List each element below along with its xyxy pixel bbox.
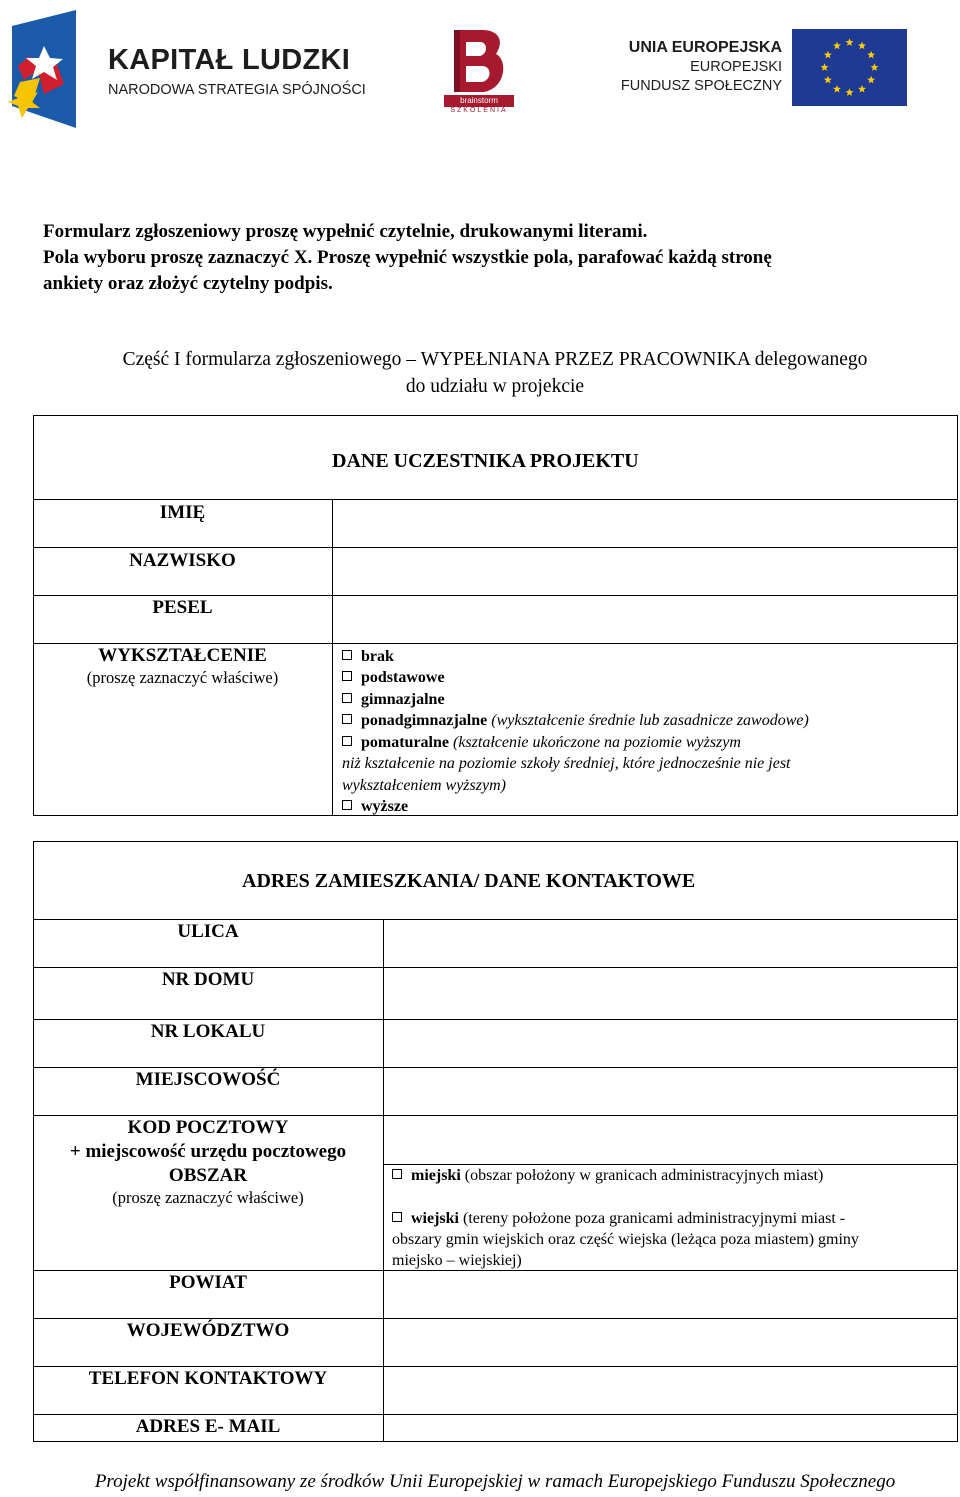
- label-telefon: TELEFON KONTAKTOWY: [88, 1368, 328, 1389]
- option-brak[interactable]: [342, 646, 394, 668]
- option-note: (kształcenie ukończone na poziomie wyższym: [453, 734, 741, 751]
- kod-pocztowy-field[interactable]: [385, 1116, 956, 1163]
- option-label: ponadgimnazjalne: [361, 712, 488, 729]
- checkbox-icon[interactable]: [342, 714, 352, 724]
- obszar-hint: (proszę zaznaczyć właściwe): [112, 1188, 304, 1207]
- option-wiejski[interactable]: [392, 1208, 845, 1230]
- part-title: [40, 346, 950, 400]
- nr-domu-field[interactable]: [385, 968, 956, 1018]
- option-ponadgimnazjalne[interactable]: [342, 710, 809, 732]
- brainstorm-b-icon: [444, 26, 514, 96]
- participant-table-title: DANE UCZESTNIKA PROJEKTU: [332, 450, 639, 472]
- label-kod-pocztowy: KOD POCZTOWY: [127, 1117, 289, 1138]
- option-note: (wykształcenie średnie lub zasadnicze zawodowe): [491, 712, 809, 729]
- checkbox-icon[interactable]: [342, 650, 352, 660]
- wojewodztwo-field[interactable]: [385, 1319, 956, 1365]
- kapital-ludzki-emblem-icon: [8, 8, 108, 128]
- instructions: [43, 219, 923, 297]
- label-nazwisko: NAZWISKO: [129, 550, 236, 571]
- telefon-field[interactable]: [385, 1367, 956, 1413]
- label-miejscowosc: MIEJSCOWOŚĆ: [135, 1069, 281, 1090]
- eu-line-3: FUNDUSZ SPOŁECZNY: [620, 78, 782, 94]
- checkbox-icon[interactable]: [342, 693, 352, 703]
- instructions-line-2: Pola wyboru proszę zaznaczyć X. Proszę wypełnić wszystkie pola, parafować każdą stronę: [43, 247, 772, 268]
- option-gimnazjalne[interactable]: [342, 689, 445, 711]
- checkbox-icon[interactable]: [342, 736, 352, 746]
- eu-line-1: UNIA EUROPEJSKA: [628, 39, 782, 56]
- nazwisko-field[interactable]: [334, 548, 956, 594]
- part-title-line-1: Część I formularza zgłoszeniowego – WYPEŁNIANA PRZEZ PRACOWNIKA delegowanego: [122, 349, 868, 370]
- footer-note: Projekt współfinansowany ze środków Unii Europejskiej w ramach Europejskiego Funduszu Społecznego: [94, 1471, 896, 1492]
- label-ulica: ULICA: [177, 921, 239, 942]
- checkbox-icon[interactable]: [342, 671, 352, 681]
- option-note: miejsko – wiejskiej): [392, 1252, 522, 1269]
- email-field[interactable]: [385, 1415, 956, 1440]
- option-label: brak: [361, 648, 394, 665]
- option-label: pomaturalne: [361, 734, 449, 751]
- wiejski-note-cont-2: [392, 1250, 522, 1272]
- brainstorm-logo: [444, 26, 514, 106]
- option-label: miejski: [411, 1167, 461, 1184]
- option-miejski[interactable]: [392, 1165, 823, 1187]
- option-label: wiejski: [411, 1210, 459, 1227]
- pomaturalne-note-cont-2: [342, 775, 506, 797]
- option-pomaturalne[interactable]: [342, 732, 741, 754]
- label-wyksztalcenie: WYKSZTAŁCENIE: [98, 645, 267, 666]
- option-note: wykształceniem wyższym): [342, 777, 506, 794]
- option-note: niż kształcenie na poziomie szkoły średniej, które jednocześnie nie jest: [342, 755, 791, 772]
- pesel-field[interactable]: [334, 596, 956, 642]
- label-nr-lokalu: NR LOKALU: [150, 1021, 266, 1042]
- kapital-ludzki-title: KAPITAŁ LUDZKI: [108, 44, 351, 76]
- powiat-field[interactable]: [385, 1271, 956, 1317]
- eu-line-2: EUROPEJSKI: [690, 59, 782, 75]
- wyksztalcenie-hint: (proszę zaznaczyć właściwe): [86, 668, 279, 687]
- option-note: obszary gmin wiejskich oraz część wiejska (leżąca poza miastem) gminy: [392, 1231, 859, 1248]
- label-email: ADRES E- MAIL: [135, 1416, 281, 1437]
- part-title-line-2: do udziału w projekcie: [405, 376, 585, 397]
- label-obszar: OBSZAR: [168, 1165, 248, 1186]
- option-label: podstawowe: [361, 669, 445, 686]
- pomaturalne-note-cont-1: [342, 753, 791, 775]
- brainstorm-subtitle: SZKOLENIA: [450, 107, 508, 114]
- wiejski-note-cont-1: [392, 1229, 859, 1251]
- kod-pocztowy-sub: + miejscowość urzędu pocztowego: [69, 1141, 347, 1162]
- miejscowosc-field[interactable]: [385, 1068, 956, 1114]
- label-powiat: POWIAT: [169, 1272, 247, 1293]
- eu-text-block: [618, 38, 782, 96]
- checkbox-icon[interactable]: [392, 1212, 402, 1222]
- checkbox-icon[interactable]: [342, 800, 352, 810]
- kapital-ludzki-subtitle: NARODOWA STRATEGIA SPÓJNOŚCI: [108, 82, 366, 98]
- nr-lokalu-field[interactable]: [385, 1020, 956, 1066]
- option-podstawowe[interactable]: [342, 667, 445, 689]
- eu-flag-icon: [792, 29, 907, 106]
- label-wojewodztwo: WOJEWÓDZTWO: [126, 1320, 290, 1341]
- brainstorm-wordmark: brainstorm: [444, 95, 514, 107]
- option-label: wyższe: [361, 798, 409, 815]
- option-note: (tereny położone poza granicami administracyjnymi miast -: [463, 1210, 846, 1227]
- label-nr-domu: NR DOMU: [161, 969, 255, 990]
- instructions-line-1: Formularz zgłoszeniowy proszę wypełnić czytelnie, drukowanymi literami.: [43, 221, 648, 242]
- address-table-title: ADRES ZAMIESZKANIA/ DANE KONTAKTOWE: [242, 870, 696, 892]
- checkbox-icon[interactable]: [392, 1169, 402, 1179]
- ulica-field[interactable]: [385, 920, 956, 966]
- label-imie: IMIĘ: [159, 502, 206, 523]
- option-wyzsze[interactable]: [342, 796, 408, 818]
- instructions-line-3: ankiety oraz złożyć czytelny podpis.: [43, 273, 333, 294]
- eu-flag: [792, 29, 907, 106]
- option-note: (obszar położony w granicach administracyjnych miast): [464, 1167, 824, 1184]
- imie-field[interactable]: [334, 500, 956, 546]
- label-pesel: PESEL: [152, 597, 213, 618]
- option-label: gimnazjalne: [361, 691, 445, 708]
